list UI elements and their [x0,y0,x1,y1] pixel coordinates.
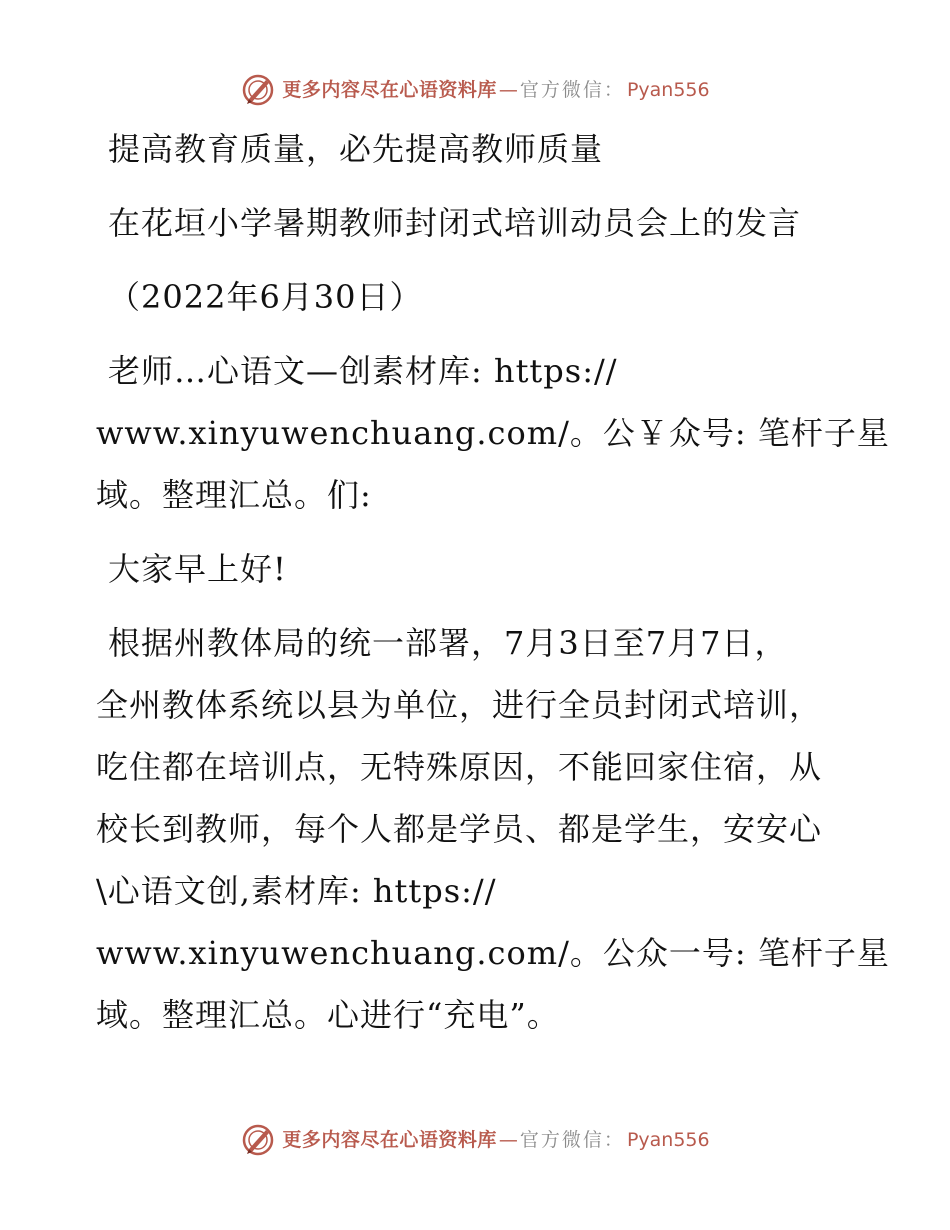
body-paragraph [96,612,890,1046]
watermark-text [282,1120,709,1160]
salutation-line: 老师…心语文—创素材库: https:// [108,352,618,390]
watermark-separator: — [498,79,518,101]
body-line: 校长到教师，每个人都是学员、都是学生，安安心 [96,810,823,848]
footer-watermark [0,1120,950,1160]
body-line: 全州教体系统以县为单位，进行全员封闭式培训， [96,686,823,724]
document-subtitle: 在花垣小学暑期教师封闭式培训动员会上的发言 [108,204,802,242]
pen-circle-logo-icon [240,1122,276,1158]
body-line: www.xinyuwenchuang.com/。公众一号: 笔杆子星 [96,934,890,972]
watermark-wechat-id: Pyan556 [626,79,710,101]
watermark-brand: 更多内容尽在心语资料库 [282,79,497,101]
salutation-line: www.xinyuwenchuang.com/。公￥众号: 笔杆子星 [96,414,890,452]
body-line: \心语文创,素材库: https:// [96,872,497,910]
watermark-official: 官方微信： [519,79,625,101]
greeting: 大家早上好! [108,550,287,588]
pen-circle-logo-icon [240,72,276,108]
watermark-text [282,70,709,110]
body-line: 根据州教体局的统一部署，7月3日至7月7日， [108,624,788,662]
watermark-wechat-id: Pyan556 [626,1129,710,1151]
document-body [96,118,890,1058]
watermark-official: 官方微信： [519,1129,625,1151]
header-watermark [0,70,950,110]
document-title: 提高教育质量，必先提高教师质量 [108,130,604,168]
watermark-brand: 更多内容尽在心语资料库 [282,1129,497,1151]
salutation-paragraph [96,340,890,526]
body-line: 域。整理汇总。心进行“充电”。 [96,996,560,1034]
salutation-line: 域。整理汇总。们: [96,476,372,514]
watermark-separator: — [498,1129,518,1151]
body-line: 吃住都在培训点，无特殊原因，不能回家住宿，从 [96,748,823,786]
document-date: （2022年6月30日） [108,278,423,316]
